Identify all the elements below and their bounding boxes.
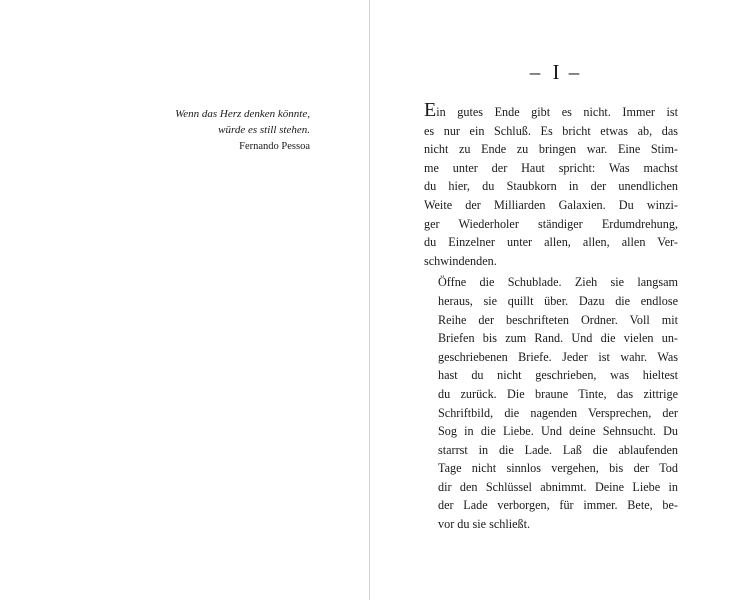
- text-line: Sog in die Liebe. Und deine Sehnsucht. Du: [438, 424, 678, 439]
- text-line: du hier, du Staubkorn in der unendlichen: [424, 179, 678, 194]
- initial-letter: E: [424, 99, 437, 121]
- left-page: [0, 0, 369, 600]
- chapter-dash-left: –: [529, 60, 543, 84]
- epigraph-line: würde es still stehen.: [218, 124, 310, 136]
- text-line: starrst in die Lade. Laß die ablaufenden: [438, 442, 678, 457]
- chapter-numeral: I: [552, 60, 562, 84]
- text-line: heraus, sie quillt über. Dazu die endlose: [438, 293, 678, 308]
- text-line: ger Wiederholer ständiger Erdumdrehung,: [424, 216, 678, 231]
- text-line: vor du sie schließt.: [438, 517, 531, 532]
- paragraph-1: [424, 99, 678, 270]
- text-line: dir den Schlüssel abnimmt. Deine Liebe in: [438, 479, 678, 494]
- text-line: geschriebenen Briefe. Jeder ist wahr. Was: [438, 349, 678, 364]
- text-line: schwindenden.: [424, 253, 497, 268]
- text-line: der Lade verborgen, für immer. Bete, be-: [438, 498, 678, 513]
- text-line: nicht zu Ende zu bringen war. Eine Stim-: [424, 142, 678, 157]
- text-line: Tage nicht sinnlos vergehen, bis der Tod: [438, 461, 678, 476]
- right-page: [370, 0, 741, 600]
- text-line: Reihe der beschrifteten Ordner. Voll mit: [438, 312, 678, 327]
- body-text: [424, 99, 678, 534]
- text-line: hast du nicht geschrieben, was hieltest: [438, 368, 678, 383]
- text-line: Öffne die Schublade. Zieh sie langsam: [438, 275, 678, 290]
- text-line: du zurück. Die braune Tinte, das zittrige: [438, 386, 678, 401]
- text-line: du Einzelner unter allen, allen, allen Ver-: [424, 235, 678, 250]
- text-line: Schriftbild, die nagenden Versprechen, der: [438, 405, 678, 420]
- text-line: es nur ein Schluß. Es bricht etwas ab, das: [424, 123, 678, 138]
- epigraph-line: Wenn das Herz denken könnte,: [175, 108, 310, 120]
- epigraph-author: Fernando Pessoa: [239, 141, 310, 152]
- chapter-dash-right: –: [568, 60, 582, 84]
- paragraph-2: [424, 273, 678, 533]
- text-line-content: in gutes Ende gibt es nicht. Immer ist: [436, 105, 678, 119]
- text-line: Weite der Milliarden Galaxien. Du winzi-: [424, 197, 678, 212]
- text-line: Briefen bis zum Rand. Und die vielen un-: [438, 331, 678, 346]
- epigraph: [120, 106, 310, 155]
- text-line: me unter der Haut spricht: Was machst: [424, 160, 678, 175]
- chapter-heading: [370, 60, 741, 85]
- text-line: [424, 99, 678, 122]
